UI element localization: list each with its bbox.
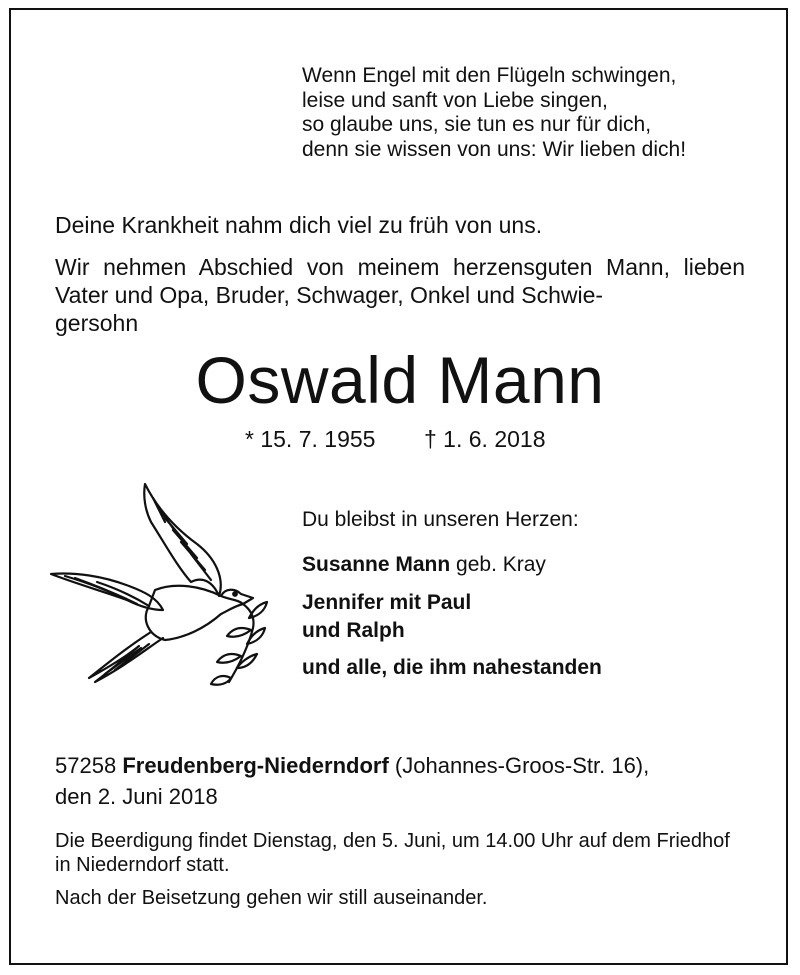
poem-line: leise und sanft von Liebe singen,: [302, 88, 608, 112]
dove-with-olive-branch-icon: [45, 478, 273, 690]
farewell-text: Wir nehmen Abschied von meinem herzensguten Mann, lieben Vater und Opa, Bruder, Schwager, Onkel und Schwie- gersohn: [55, 254, 745, 336]
mourner-children-line2: und Ralph: [302, 619, 405, 642]
closing-note: Nach der Beisetzung gehen wir still auseinander.: [55, 887, 488, 909]
mourner-children-line1: Jennifer mit Paul: [302, 591, 472, 614]
address-street: (Johannes-Groos-Str. 16),: [394, 753, 650, 778]
birth-date: * 15. 7. 1955: [245, 426, 376, 452]
mourners-heading: Du bleibst in unseren Herzen:: [302, 508, 579, 531]
mourner-wife-name: Susanne Mann: [302, 553, 451, 576]
funeral-notice: Die Beerdigung findet Dienstag, den 5. Juni, um 14.00 Uhr auf dem Friedhof in Niederndorf statt.: [55, 830, 730, 876]
address-line: [55, 753, 649, 779]
death-date: † 1. 6. 2018: [424, 426, 546, 452]
mourner-others: und alle, die ihm nahestanden: [302, 656, 602, 679]
notice-date: den 2. Juni 2018: [55, 784, 218, 809]
poem-line: so glaube uns, sie tun es nur für dich,: [302, 113, 652, 136]
deceased-name: Oswald Mann: [195, 343, 605, 417]
poem-line: denn sie wissen von uns: Wir lieben dich!: [302, 137, 687, 161]
address-zip: 57258: [55, 753, 117, 778]
mourner-wife: [302, 553, 546, 577]
mourner-wife-maiden: geb. Kray: [450, 553, 546, 576]
address-place: Freudenberg-Niederndorf: [122, 753, 389, 778]
intro-text: Deine Krankheit nahm dich viel zu früh von uns.: [55, 212, 543, 238]
poem: [302, 64, 686, 162]
poem-line: Wenn Engel mit den Flügeln schwingen,: [302, 64, 677, 87]
